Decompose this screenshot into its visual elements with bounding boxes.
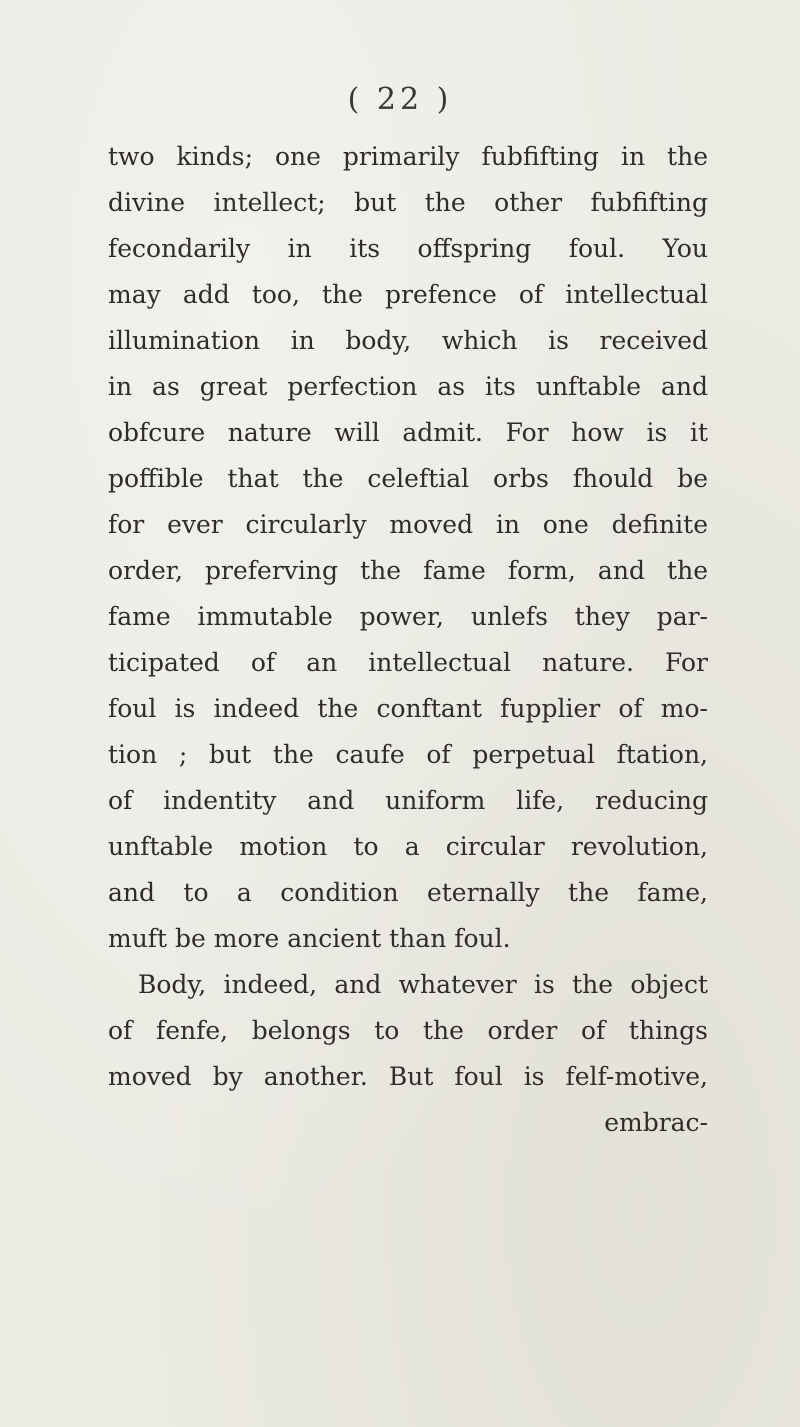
body-text bbox=[108, 134, 708, 1146]
catchword: embrac- bbox=[604, 1108, 708, 1137]
text-line: divine intellect; but the other fubfifting bbox=[108, 188, 708, 217]
text-line: and to a condition eternally the fame, bbox=[108, 878, 708, 907]
text-line: two kinds; one primarily fubfifting in the bbox=[108, 142, 708, 171]
page-number: ( 22 ) bbox=[347, 82, 453, 117]
text-line: ticipated of an intellectual nature. For bbox=[108, 648, 708, 677]
text-line: of indentity and uniform life, reducing bbox=[108, 786, 708, 815]
text-line: moved by another. But foul is felf-motive, bbox=[108, 1062, 708, 1091]
text-line: unftable motion to a circular revolution, bbox=[108, 832, 708, 861]
text-line: muft be more ancient than foul. bbox=[108, 924, 511, 953]
text-line: fame immutable power, unlefs they par- bbox=[108, 602, 708, 631]
text-line: for ever circularly moved in one definite bbox=[108, 510, 708, 539]
text-line: tion ; but the caufe of perpetual ftation, bbox=[108, 740, 708, 769]
text-line: order, preferving the fame form, and the bbox=[108, 556, 708, 585]
text-line: foul is indeed the conftant fupplier of mo- bbox=[108, 694, 708, 723]
text-line: illumination in body, which is received bbox=[108, 326, 708, 355]
text-line: poffible that the celeftial orbs fhould be bbox=[108, 464, 708, 493]
text-line: fecondarily in its offspring foul. You bbox=[108, 234, 708, 263]
text-line: Body, indeed, and whatever is the object bbox=[138, 970, 708, 999]
text-line: obfcure nature will admit. For how is it bbox=[108, 418, 708, 447]
text-line: of fenfe, belongs to the order of things bbox=[108, 1016, 708, 1045]
text-line: in as great perfection as its unftable and bbox=[108, 372, 708, 401]
text-line: may add too, the prefence of intellectual bbox=[108, 280, 708, 309]
